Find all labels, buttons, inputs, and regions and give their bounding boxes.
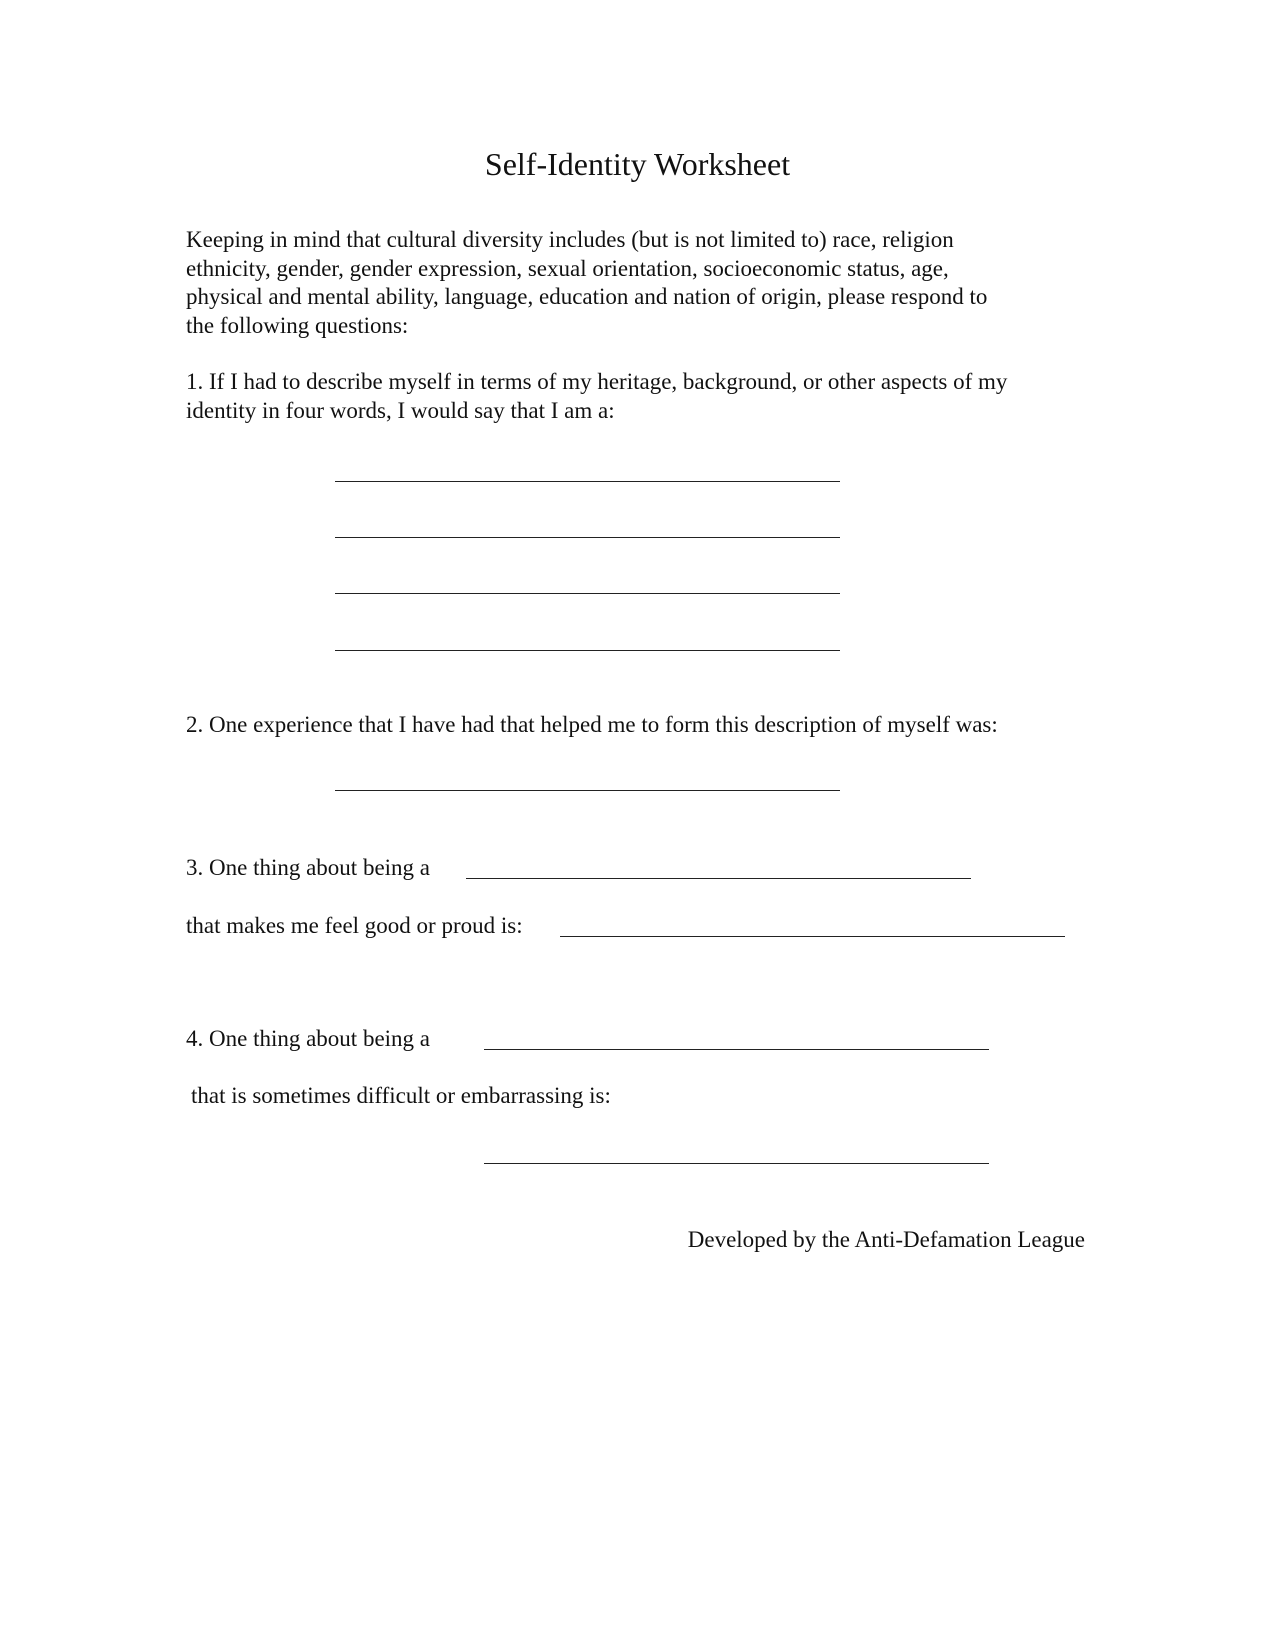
- question-3-part2: that makes me feel good or proud is:: [186, 913, 523, 938]
- intro-line: Keeping in mind that cultural diversity includes (but is not limited to) race, religion: [186, 227, 954, 252]
- question-1-line: identity in four words, I would say that I am a:: [186, 397, 615, 423]
- question-1-line: 1. If I had to describe myself in terms of my heritage, background, or other aspects of my: [186, 369, 1008, 394]
- answer-blank-1c[interactable]: [335, 593, 840, 594]
- question-1: [186, 368, 1007, 425]
- intro-line: the following questions:: [186, 312, 409, 338]
- answer-blank-4b[interactable]: [484, 1163, 989, 1164]
- answer-blank-4a[interactable]: [484, 1049, 989, 1050]
- answer-blank-1b[interactable]: [335, 537, 840, 538]
- intro-line: ethnicity, gender, gender expression, sexual orientation, socioeconomic status, age,: [186, 255, 949, 281]
- question-4-part2: that is sometimes difficult or embarrassing is:: [191, 1083, 611, 1108]
- question-4-part1: 4. One thing about being a: [186, 1026, 431, 1051]
- answer-blank-1a[interactable]: [335, 481, 840, 482]
- worksheet-title: Self-Identity Worksheet: [484, 146, 791, 182]
- answer-blank-3a[interactable]: [466, 878, 971, 879]
- intro-line: physical and mental ability, language, education and nation of origin, please respond to: [186, 284, 988, 309]
- question-2: 2. One experience that I have had that helped me to form this description of myself was:: [186, 712, 998, 737]
- answer-blank-1d[interactable]: [335, 650, 840, 651]
- answer-blank-2[interactable]: [335, 790, 840, 791]
- question-3-part1: 3. One thing about being a: [186, 855, 431, 880]
- answer-blank-3b[interactable]: [560, 936, 1065, 937]
- footer-credit: Developed by the Anti-Defamation League: [687, 1227, 1085, 1252]
- intro-paragraph: [186, 226, 987, 340]
